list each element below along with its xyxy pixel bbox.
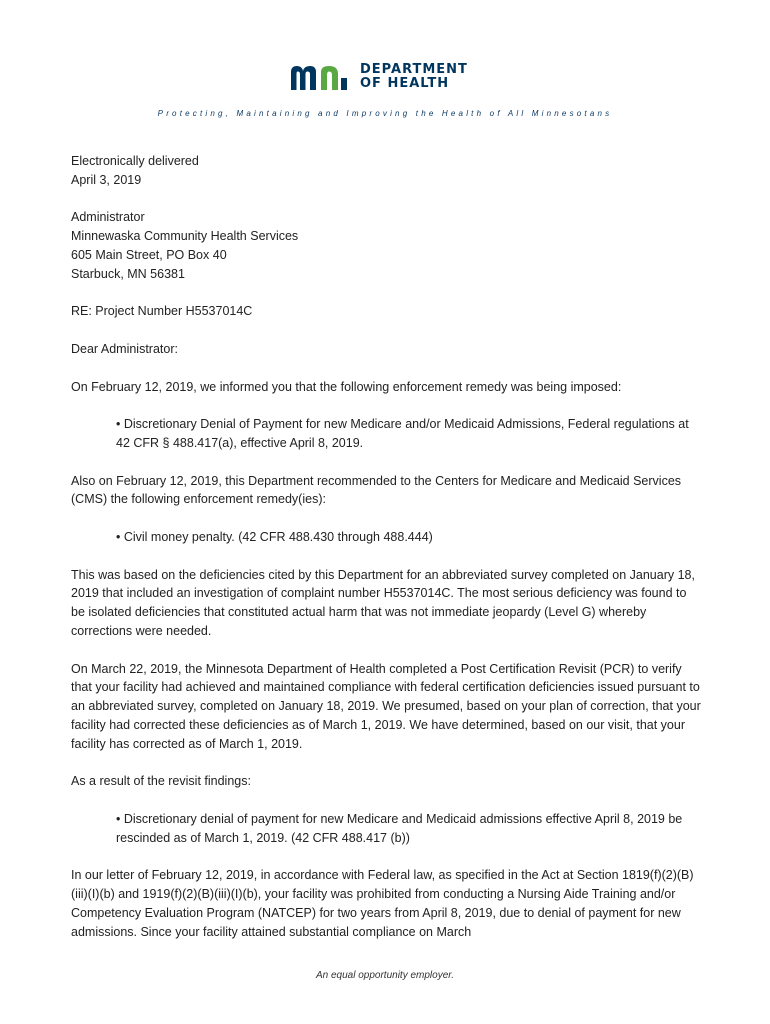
delivery-block [71, 152, 703, 190]
mn-logo-icon [289, 62, 353, 92]
delivery-method: Electronically delivered [71, 154, 199, 168]
bullet-item: • Discretionary Denial of Payment for new Medicare and/or Medicaid Admissions, Federal regulations at 42 CFR § 488.417(a), effective April 8, 2019. [116, 417, 689, 450]
paragraph-4: On March 22, 2019, the Minnesota Department of Health completed a Post Certification Revisit (PCR) to verify that your facility had achieved and maintained compliance with federal certification deficiencies issued pursuant to an abbreviated survey, completed on January 18, 2019. We presumed, based on your plan of correction, that your facility had corrected these deficiencies as of March 1, 2019. We have determined, based on our visit, that your facility has corrected as of March 1, 2019. [71, 661, 701, 751]
salutation: Dear Administrator: [71, 341, 178, 356]
paragraph-5: As a result of the revisit findings: [71, 774, 251, 789]
footer-equal-opportunity: An equal opportunity employer. [315, 970, 455, 981]
letter-body [71, 152, 703, 960]
bullet-item: • Civil money penalty. (42 CFR 488.430 through 488.444) [116, 529, 433, 544]
recipient-city: Starbuck, MN 56381 [71, 266, 185, 281]
re-line: RE: Project Number H5537014C [71, 304, 253, 319]
paragraph-6: In our letter of February 12, 2019, in accordance with Federal law, as specified in the Act at Section 1819(f)(2)(B)(iii)(I)(b) and 1919(f)(2)(B)(iii)(I)(b), your facility was prohibited from conducting a Nursing Aide Training and/or Competency Evaluation Program (NATCEP) for two years from April 8, 2019, due to denial of payment for new admissions. Since your facility attained substantial compliance on March [71, 868, 694, 939]
recipient-organization: Minnewaska Community Health Services [71, 229, 299, 244]
mdh-logo [289, 62, 468, 92]
bullet-item: • Discretionary denial of payment for new Medicare and Medicaid admissions effective April 8, 2019 be rescinded as of March 1, 2019. (42 CFR 488.417 (b)) [116, 811, 683, 845]
tagline: Protecting, Maintaining and Improving the Health of All Minnesotans [157, 109, 613, 118]
paragraph-2: Also on February 12, 2019, this Department recommended to the Centers for Medicare and Medicaid Services (CMS) the following enforcement remedy(ies): [71, 473, 682, 507]
logo-line-department: DEPARTMENT [360, 62, 468, 77]
logo-line-health: OF HEALTH [360, 76, 450, 91]
letter-date: April 3, 2019 [71, 172, 142, 187]
recipient-street: 605 Main Street, PO Box 40 [71, 247, 227, 262]
recipient-address [71, 208, 703, 283]
paragraph-3: This was based on the deficiencies cited by this Department for an abbreviated survey completed on January 18, 2019 that included an investigation of complaint number H5537014C. The most serious deficiency was found to be isolated deficiencies that constituted actual harm that was not immediate jeopardy (Level G) whereby corrections were needed. [71, 567, 695, 638]
paragraph-1: On February 12, 2019, we informed you that the following enforcement remedy was being imposed: [71, 379, 622, 394]
recipient-title: Administrator [71, 210, 145, 225]
